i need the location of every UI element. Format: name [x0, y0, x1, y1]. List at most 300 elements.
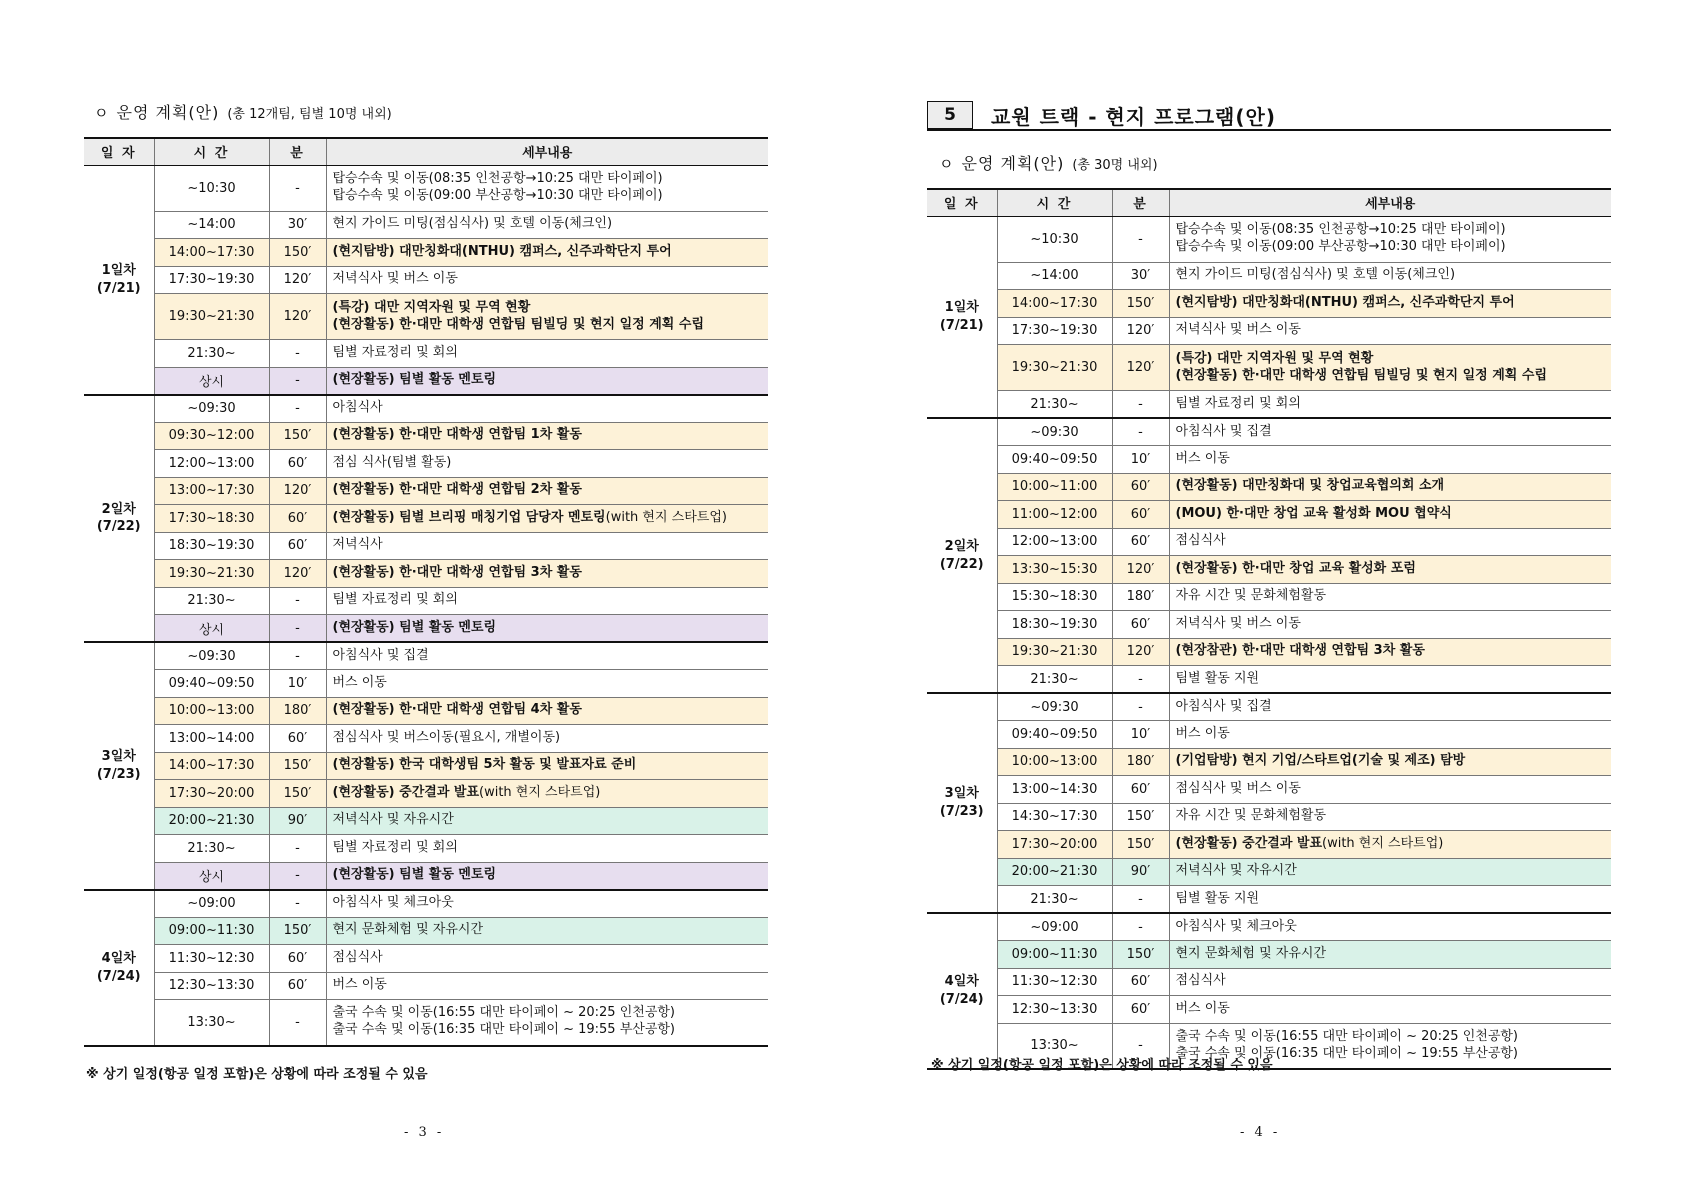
details-cell [1169, 941, 1611, 969]
minutes-cell: - [1112, 216, 1169, 262]
minutes-cell: 90′ [269, 807, 326, 835]
minutes-cell: 60′ [269, 505, 326, 533]
minutes-cell: 150′ [1112, 831, 1169, 859]
table-row [84, 422, 768, 450]
details-line [333, 300, 763, 317]
details-emphasis: (현장활동) 한·대만 대학생 연합팀 1차 활동 [332, 427, 582, 443]
time-cell: 09:30~12:00 [154, 422, 269, 450]
table-row [927, 216, 1611, 262]
day-date: (7/22) [939, 556, 984, 572]
time-cell: 09:00~11:30 [154, 917, 269, 945]
time-cell: 14:00~17:30 [154, 239, 269, 267]
details-line: 출국 수속 및 이동(16:55 대만 타이페이 ~ 20:25 인천공항) [1175, 1028, 1519, 1044]
minutes-cell: 120′ [269, 560, 326, 588]
details-cell [1169, 693, 1611, 721]
day-date: (7/21) [939, 317, 984, 333]
day-cell [84, 890, 154, 1046]
time-cell: ~14:00 [997, 262, 1112, 290]
time-cell: 19:30~21:30 [997, 345, 1112, 391]
details-line: 저녁식사 및 자유시간 [1175, 863, 1297, 879]
table-row [84, 450, 768, 478]
details-line: 출국 수속 및 이동(16:55 대만 타이페이 ~ 20:25 인천공항) [332, 1005, 676, 1021]
time-cell: ~10:30 [997, 216, 1112, 262]
time-cell: 17:30~20:00 [997, 831, 1112, 859]
time-cell: 11:30~12:30 [997, 968, 1112, 996]
details-emphasis: (현장활동) 팀별 활동 멘토링 [332, 619, 497, 635]
details-line: 출국 수속 및 이동(16:35 대만 타이페이 ~ 19:55 부산공항) [1175, 1045, 1519, 1061]
minutes-cell: 60′ [269, 532, 326, 560]
day-cell [927, 693, 997, 913]
minutes-cell: 60′ [1112, 996, 1169, 1024]
details-line [333, 244, 763, 261]
time-cell: 12:00~13:00 [154, 450, 269, 478]
table-body [84, 165, 768, 1046]
minutes-cell: 120′ [1112, 317, 1169, 345]
minutes-cell: - [1112, 666, 1169, 694]
details-line: 버스 이동 [1175, 725, 1230, 741]
minutes-cell: 120′ [269, 477, 326, 505]
table-row [927, 748, 1611, 776]
time-cell: 12:00~13:00 [997, 528, 1112, 556]
details-emphasis: (현장활동) 한·대만 대학생 연합팀 3차 활동 [332, 564, 582, 580]
day-date: (7/24) [96, 968, 141, 984]
minutes-cell: 120′ [1112, 345, 1169, 391]
details-cell [326, 450, 768, 478]
details-line: 현지 문화체험 및 자유시간 [332, 922, 484, 938]
details-cell [326, 395, 768, 423]
table-body [927, 216, 1611, 1069]
minutes-cell: - [269, 615, 326, 643]
details-emphasis: (현장활동) 팀별 활동 멘토링 [332, 867, 497, 883]
details-line [333, 757, 763, 774]
table-row [927, 611, 1611, 639]
details-line [1176, 836, 1606, 853]
details-cell [1169, 262, 1611, 290]
day-label: 2일차 [944, 538, 979, 554]
details-line: 탑승수속 및 이동(09:00 부산공항→10:30 대만 타이페이) [332, 188, 663, 203]
day-date: (7/23) [939, 804, 984, 819]
details-cell [326, 917, 768, 945]
time-cell: 18:30~19:30 [997, 611, 1112, 639]
time-cell: 17:30~19:30 [997, 317, 1112, 345]
table-row [84, 211, 768, 239]
minutes-cell: 10′ [269, 670, 326, 698]
details-suffix: (with 현지 스타트업) [1322, 835, 1444, 851]
minutes-cell: - [269, 367, 326, 395]
minutes-cell: 120′ [1112, 556, 1169, 584]
details-emphasis: (현장활동) 한·대만 창업 교육 활성화 포럼 [1175, 560, 1416, 576]
time-cell: ~09:30 [997, 693, 1112, 721]
details-line: 아침식사 및 체크아웃 [332, 895, 454, 911]
table-row [927, 473, 1611, 501]
table-row [84, 807, 768, 835]
table-row [927, 290, 1611, 318]
details-line: 저녁식사 [332, 537, 383, 553]
minutes-cell: - [269, 835, 326, 863]
details-line: 팀별 자료정리 및 회의 [1175, 395, 1301, 411]
time-cell: 21:30~ [154, 835, 269, 863]
details-cell [1169, 290, 1611, 318]
details-emphasis: (현장참관) 한·대만 대학생 연합팀 3차 활동 [1175, 643, 1425, 659]
details-emphasis: (현장활동) 중간결과 발표 [1175, 835, 1323, 851]
details-line: 아침식사 및 집결 [1175, 423, 1272, 439]
day-label: 1일차 [101, 262, 136, 278]
minutes-cell: - [269, 165, 326, 211]
table-row [84, 505, 768, 533]
details-cell [326, 266, 768, 294]
minutes-cell: 150′ [269, 917, 326, 945]
minutes-cell: 150′ [1112, 803, 1169, 831]
minutes-cell: 60′ [269, 945, 326, 973]
bullet-icon: ㅇ [939, 155, 954, 173]
details-cell [326, 587, 768, 615]
details-line: 팀별 자료정리 및 회의 [332, 839, 458, 855]
details-emphasis: (현지탐방) 대만칭화대(NTHU) 캠퍼스, 신주과학단지 투어 [1175, 294, 1515, 310]
details-cell [1169, 748, 1611, 776]
section-header [927, 101, 1611, 131]
header-minutes: 분 [1112, 189, 1169, 216]
minutes-cell: 150′ [1112, 941, 1169, 969]
time-cell: 15:30~18:30 [997, 583, 1112, 611]
table-row [84, 294, 768, 340]
day-label: 1일차 [944, 300, 979, 316]
details-cell [326, 807, 768, 835]
minutes-cell: - [269, 890, 326, 918]
details-line: 자유 시간 및 문화체험활동 [1175, 588, 1327, 604]
minutes-cell: - [1112, 391, 1169, 419]
header-date: 일 자 [927, 189, 997, 216]
time-cell: 09:40~09:50 [997, 446, 1112, 474]
minutes-cell: - [269, 587, 326, 615]
details-cell [1169, 996, 1611, 1024]
details-cell [326, 532, 768, 560]
details-emphasis: (현장활동) 중간결과 발표 [332, 784, 480, 800]
details-cell [326, 780, 768, 808]
table-row [927, 721, 1611, 749]
table-row [927, 913, 1611, 941]
table-row [84, 670, 768, 698]
details-line [1176, 351, 1606, 368]
details-line: 버스 이동 [332, 674, 387, 690]
bullet-icon: ㅇ [94, 104, 109, 122]
minutes-cell: 60′ [1112, 528, 1169, 556]
time-cell: 21:30~ [154, 340, 269, 368]
details-cell [1169, 583, 1611, 611]
minutes-cell: 150′ [269, 780, 326, 808]
minutes-cell: 150′ [269, 422, 326, 450]
table-row [927, 418, 1611, 446]
details-cell [326, 294, 768, 340]
table-row [84, 890, 768, 918]
day-cell [927, 913, 997, 1069]
header-row [927, 189, 1611, 216]
details-emphasis: (현장활동) 팀별 브리핑 매칭기업 담당자 멘토링 [332, 509, 606, 525]
time-cell: ~09:30 [997, 418, 1112, 446]
table-row [927, 446, 1611, 474]
time-cell: 12:30~13:30 [997, 996, 1112, 1024]
time-cell: 19:30~21:30 [997, 638, 1112, 666]
details-line: 아침식사 및 체크아웃 [1175, 918, 1297, 934]
details-cell [1169, 501, 1611, 529]
minutes-cell: 60′ [1112, 501, 1169, 529]
details-cell [326, 211, 768, 239]
details-emphasis: (현장활동) 한·대만 대학생 연합팀 팀빌딩 및 현지 일정 계획 수립 [332, 316, 705, 332]
details-line: 아침식사 및 집결 [1175, 698, 1272, 714]
details-line: 탑승수속 및 이동(09:00 부산공항→10:30 대만 타이페이) [1175, 239, 1506, 254]
schedule-table [927, 188, 1611, 1070]
details-line [333, 317, 763, 334]
table-row [84, 752, 768, 780]
details-line: 점심식사 및 버스이동(필요시, 개별이동) [332, 729, 561, 745]
table-row [927, 317, 1611, 345]
table-row [927, 556, 1611, 584]
table-row [84, 615, 768, 643]
details-line [333, 620, 763, 637]
schedule-table [84, 137, 768, 1047]
details-cell [326, 422, 768, 450]
details-cell [1169, 858, 1611, 886]
details-cell [326, 560, 768, 588]
details-line [333, 565, 763, 582]
time-cell: 18:30~19:30 [154, 532, 269, 560]
table-row [84, 725, 768, 753]
day-cell [84, 165, 154, 395]
details-cell [1169, 556, 1611, 584]
time-cell: 13:00~14:30 [997, 776, 1112, 804]
details-cell [1169, 803, 1611, 831]
table-row [84, 165, 768, 211]
minutes-cell: 10′ [1112, 721, 1169, 749]
section-number-box: 5 [927, 101, 973, 129]
page-number: - 3 - [404, 1125, 445, 1140]
details-emphasis: (현장활동) 한·대만 대학생 연합팀 4차 활동 [332, 702, 582, 718]
time-cell: 13:30~15:30 [997, 556, 1112, 584]
time-cell: 11:00~12:00 [997, 501, 1112, 529]
minutes-cell: - [269, 395, 326, 423]
page-number: - 4 - [1240, 1125, 1281, 1140]
day-label: 4일차 [944, 974, 979, 990]
details-cell [1169, 216, 1611, 262]
details-line: 점심식사 [332, 949, 383, 965]
details-line: 저녁식사 및 버스 이동 [1175, 615, 1301, 631]
header-details: 세부내용 [1169, 189, 1611, 216]
minutes-cell: 60′ [1112, 611, 1169, 639]
time-cell: 20:00~21:30 [997, 858, 1112, 886]
details-emphasis: (현장활동) 한·대만 대학생 연합팀 팀빌딩 및 현지 일정 계획 수립 [1175, 367, 1548, 383]
day-label: 2일차 [101, 501, 136, 517]
time-cell: 14:00~17:30 [997, 290, 1112, 318]
footnote: ※ 상기 일정(항공 일정 포함)은 상황에 따라 조정될 수 있음 [931, 1058, 1273, 1073]
details-emphasis: (특강) 대만 지역자원 및 무역 현황 [1175, 350, 1374, 366]
time-cell: 10:00~13:00 [997, 748, 1112, 776]
details-line [333, 427, 763, 444]
details-line: 팀별 활동 지원 [1175, 670, 1260, 686]
details-line [1176, 368, 1606, 385]
time-cell: 21:30~ [997, 886, 1112, 914]
table-row [84, 340, 768, 368]
details-line [1176, 295, 1606, 312]
day-date: (7/23) [96, 766, 141, 782]
minutes-cell: 150′ [1112, 290, 1169, 318]
details-line [333, 867, 763, 884]
details-emphasis: (현지탐방) 대만칭화대(NTHU) 캠퍼스, 신주과학단지 투어 [332, 243, 672, 259]
table-row [84, 1000, 768, 1046]
details-line [333, 510, 763, 527]
time-cell: 10:00~11:00 [997, 473, 1112, 501]
time-cell: 14:30~17:30 [997, 803, 1112, 831]
details-cell [1169, 776, 1611, 804]
details-cell [326, 1000, 768, 1046]
time-cell: ~10:30 [154, 165, 269, 211]
details-cell [1169, 418, 1611, 446]
details-line [1176, 753, 1606, 770]
time-cell: ~09:30 [154, 642, 269, 670]
details-cell [326, 642, 768, 670]
details-line: 저녁식사 및 버스 이동 [332, 271, 458, 287]
table-row [927, 968, 1611, 996]
time-cell: 13:00~14:00 [154, 725, 269, 753]
table-row [84, 945, 768, 973]
time-cell: ~14:00 [154, 211, 269, 239]
minutes-cell: 10′ [1112, 446, 1169, 474]
details-line: 점심식사 및 버스 이동 [1175, 780, 1301, 796]
details-line: 버스 이동 [1175, 450, 1230, 466]
table-row [927, 638, 1611, 666]
minutes-cell: 60′ [1112, 473, 1169, 501]
time-cell: 11:30~12:30 [154, 945, 269, 973]
table-header [84, 138, 768, 165]
time-cell: 20:00~21:30 [154, 807, 269, 835]
details-line: 버스 이동 [1175, 1000, 1230, 1016]
table-row [84, 697, 768, 725]
details-line [1176, 478, 1606, 495]
time-cell: 19:30~21:30 [154, 294, 269, 340]
minutes-cell: - [269, 862, 326, 890]
details-cell [1169, 721, 1611, 749]
time-cell: 17:30~18:30 [154, 505, 269, 533]
details-cell [326, 697, 768, 725]
time-cell: 21:30~ [154, 587, 269, 615]
table-row [84, 532, 768, 560]
header-date: 일 자 [84, 138, 154, 165]
time-cell: 13:00~17:30 [154, 477, 269, 505]
details-cell [1169, 317, 1611, 345]
table-row [927, 858, 1611, 886]
minutes-cell: 60′ [269, 450, 326, 478]
details-line: 아침식사 [332, 400, 383, 416]
details-line: 출국 수속 및 이동(16:35 대만 타이페이 ~ 19:55 부산공항) [332, 1022, 676, 1038]
minutes-cell: - [1112, 913, 1169, 941]
time-cell: 13:30~ [997, 1023, 1112, 1069]
subheading-note: (총 30명 내외) [1072, 158, 1158, 173]
time-cell: ~09:30 [154, 395, 269, 423]
details-emphasis: (MOU) 한·대만 창업 교육 활성화 MOU 협약식 [1175, 505, 1452, 521]
minutes-cell: - [1112, 418, 1169, 446]
minutes-cell: 60′ [269, 972, 326, 1000]
details-line: 팀별 자료정리 및 회의 [332, 592, 458, 608]
time-cell: 14:00~17:30 [154, 752, 269, 780]
details-line: 아침식사 및 집결 [332, 647, 429, 663]
table-row [927, 528, 1611, 556]
details-line [333, 372, 763, 389]
details-cell [326, 725, 768, 753]
details-line [333, 482, 763, 499]
table-row [927, 886, 1611, 914]
details-emphasis: (특강) 대만 지역자원 및 무역 현황 [332, 299, 531, 315]
footnote: ※ 상기 일정(항공 일정 포함)은 상황에 따라 조정될 수 있음 [86, 1067, 428, 1082]
table-row [84, 642, 768, 670]
time-cell: 상시 [154, 862, 269, 890]
minutes-cell: 60′ [269, 725, 326, 753]
table-row [84, 587, 768, 615]
table-row [84, 835, 768, 863]
details-line: 점심식사 [1175, 533, 1226, 549]
header-time: 시 간 [154, 138, 269, 165]
table-header [927, 189, 1611, 216]
minutes-cell: 60′ [1112, 776, 1169, 804]
details-line [1176, 643, 1606, 660]
day-date: (7/22) [96, 519, 141, 535]
table-row [84, 266, 768, 294]
time-cell: 상시 [154, 367, 269, 395]
details-line: 현지 문화체험 및 자유시간 [1175, 945, 1327, 961]
details-cell [326, 239, 768, 267]
time-cell: 12:30~13:30 [154, 972, 269, 1000]
table-row [927, 262, 1611, 290]
details-emphasis: (현장활동) 한국 대학생팀 5차 활동 및 발표자료 준비 [332, 757, 637, 773]
minutes-cell: - [1112, 693, 1169, 721]
details-suffix: (with 현지 스타트업) [479, 784, 601, 800]
details-cell [326, 505, 768, 533]
time-cell: ~09:00 [154, 890, 269, 918]
details-line: 현지 가이드 미팅(점심식사) 및 호텔 이동(체크인) [332, 216, 613, 232]
details-line: 탑승수속 및 이동(08:35 인천공항→10:25 대만 타이페이) [1175, 222, 1506, 238]
details-emphasis: (현장활동) 팀별 활동 멘토링 [332, 372, 497, 388]
day-date: (7/24) [939, 992, 984, 1007]
details-line: 버스 이동 [332, 977, 387, 993]
details-line: 탑승수속 및 이동(08:35 인천공항→10:25 대만 타이페이) [332, 171, 663, 187]
details-emphasis: (기업탐방) 현지 기업/스타트업(기술 및 제조) 탐방 [1175, 753, 1466, 769]
details-emphasis: (현장활동) 한·대만 대학생 연합팀 2차 활동 [332, 482, 582, 498]
details-cell [326, 972, 768, 1000]
details-cell [326, 165, 768, 211]
table-row [927, 776, 1611, 804]
table-row [927, 666, 1611, 694]
plan-subheading [94, 100, 392, 123]
details-line: 팀별 자료정리 및 회의 [332, 344, 458, 360]
details-cell [1169, 968, 1611, 996]
day-label: 3일차 [101, 749, 136, 765]
details-cell [1169, 886, 1611, 914]
subheading-title: 운영 계획(안) [116, 103, 220, 122]
details-line: 현지 가이드 미팅(점심식사) 및 호텔 이동(체크인) [1175, 267, 1456, 283]
header-row [84, 138, 768, 165]
header-time: 시 간 [997, 189, 1112, 216]
minutes-cell: 30′ [269, 211, 326, 239]
details-cell [326, 862, 768, 890]
details-emphasis: (현장활동) 대만칭화대 및 창업교육협의회 소개 [1175, 478, 1445, 494]
table-row [84, 917, 768, 945]
details-cell [1169, 528, 1611, 556]
day-cell [84, 395, 154, 643]
time-cell: ~09:00 [997, 913, 1112, 941]
section-title: 교원 트랙 - 현지 프로그램(안) [991, 104, 1276, 129]
day-cell [927, 418, 997, 693]
day-cell [927, 216, 997, 418]
details-cell [326, 890, 768, 918]
day-label: 3일차 [944, 786, 979, 802]
table-row [84, 862, 768, 890]
